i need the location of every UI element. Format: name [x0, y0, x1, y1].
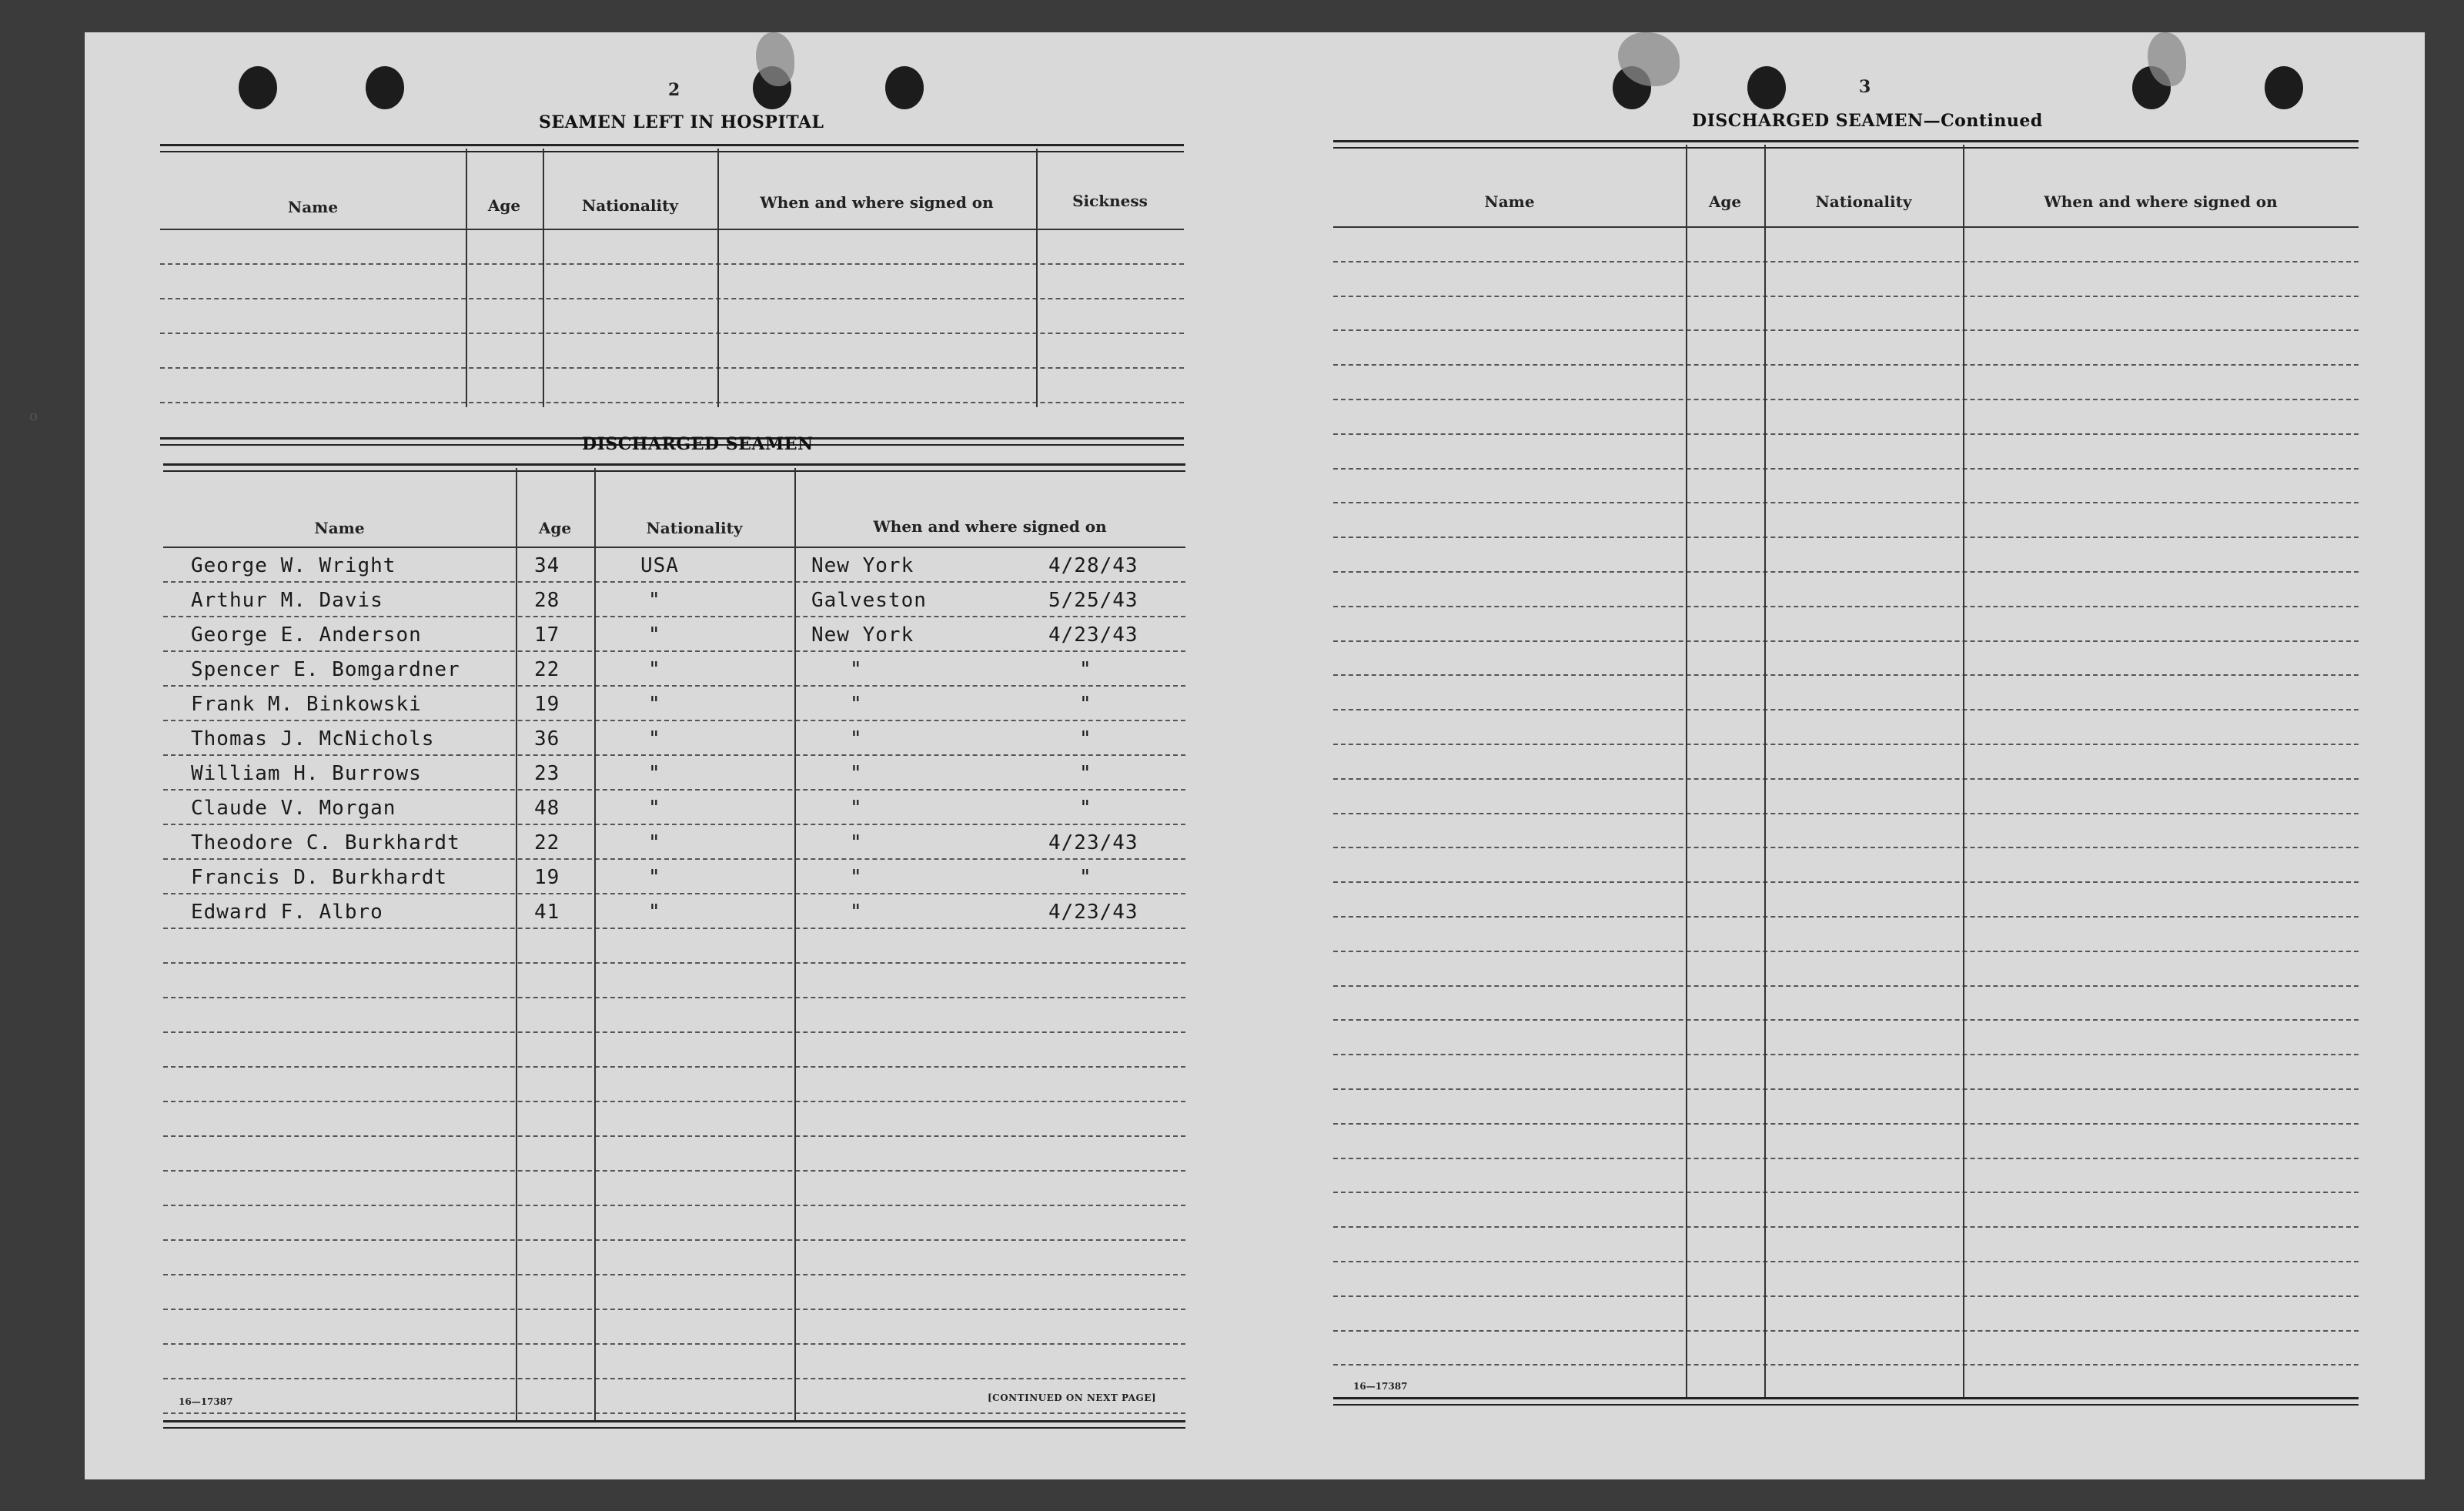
seaman-age: 19: [534, 693, 560, 716]
discharged-table: [163, 463, 1185, 1426]
seaman-name: Claude V. Morgan: [191, 797, 396, 820]
signed-on-date: ": [1079, 658, 1092, 681]
column-header-name: Name: [1484, 192, 1535, 211]
column-header-age: Age: [538, 519, 572, 537]
discharged-section-title: DISCHARGED SEAMEN: [582, 434, 814, 454]
column-header-age: Age: [1708, 192, 1742, 211]
hospital-table: [160, 144, 1184, 448]
column-header-nationality: Nationality: [1815, 192, 1912, 211]
discharged-continued-title: DISCHARGED SEAMEN—Continued: [1692, 111, 2043, 131]
signed-on-place: New York: [811, 623, 914, 647]
seaman-name: Arthur M. Davis: [191, 589, 383, 612]
signed-on-date: ": [1079, 693, 1092, 716]
signed-on-place: Galveston: [811, 589, 927, 612]
seaman-name: George W. Wright: [191, 554, 396, 577]
seaman-name: George E. Anderson: [191, 623, 422, 647]
form-number: 16—17387: [179, 1396, 233, 1407]
seaman-nationality: USA: [640, 554, 679, 577]
seaman-age: 22: [534, 658, 560, 681]
hospital-section-title: SEAMEN LEFT IN HOSPITAL: [539, 112, 824, 132]
table-row: [163, 693, 1185, 724]
seaman-age: 19: [534, 866, 560, 889]
column-header-age: Age: [487, 196, 521, 215]
stray-mark: o: [29, 408, 38, 424]
seaman-nationality: ": [648, 797, 661, 820]
signed-on-place: ": [850, 866, 863, 889]
signed-on-date: 5/25/43: [1048, 589, 1138, 612]
seaman-nationality: ": [648, 901, 661, 924]
document-page: [29, 32, 2425, 1479]
signed-on-place: ": [850, 797, 863, 820]
signed-on-date: 4/23/43: [1048, 831, 1138, 854]
seaman-age: 36: [534, 727, 560, 750]
table-row: [163, 658, 1185, 689]
seaman-name: Thomas J. McNichols: [191, 727, 435, 750]
seaman-nationality: ": [648, 623, 661, 647]
column-header-signed-on: When and where signed on: [873, 517, 1107, 536]
punch-hole: [2265, 66, 2303, 109]
signed-on-date: ": [1079, 797, 1092, 820]
table-row: [163, 831, 1185, 862]
table-row: [163, 901, 1185, 931]
punch-hole: [239, 66, 277, 109]
column-header-nationality: Nationality: [582, 196, 678, 215]
table-row: [163, 554, 1185, 585]
column-header-name: Name: [314, 519, 365, 537]
signed-on-place: ": [850, 658, 863, 681]
table-row: [163, 727, 1185, 758]
punch-hole: [366, 66, 404, 109]
seaman-age: 34: [534, 554, 560, 577]
table-row: [163, 623, 1185, 654]
table-row: [163, 589, 1185, 620]
seaman-nationality: ": [648, 589, 661, 612]
signed-on-place: ": [850, 762, 863, 785]
seaman-nationality: ": [648, 866, 661, 889]
continued-note: [CONTINUED ON NEXT PAGE]: [988, 1392, 1157, 1403]
page-number: 2: [668, 80, 680, 100]
seaman-age: 23: [534, 762, 560, 785]
discharged-continued-table: [1333, 140, 2359, 1402]
seaman-nationality: ": [648, 658, 661, 681]
seaman-age: 41: [534, 901, 560, 924]
form-number: 16—17387: [1353, 1381, 1408, 1392]
signed-on-date: 4/23/43: [1048, 901, 1138, 924]
signed-on-date: ": [1079, 762, 1092, 785]
punch-hole: [885, 66, 924, 109]
signed-on-place: ": [850, 693, 863, 716]
column-header-nationality: Nationality: [646, 519, 743, 537]
signed-on-place: New York: [811, 554, 914, 577]
signed-on-date: ": [1079, 866, 1092, 889]
table-row: [163, 797, 1185, 827]
signed-on-date: 4/28/43: [1048, 554, 1138, 577]
seaman-nationality: ": [648, 693, 661, 716]
seaman-age: 17: [534, 623, 560, 647]
seaman-name: Theodore C. Burkhardt: [191, 831, 460, 854]
column-header-signed-on: When and where signed on: [2044, 192, 2278, 211]
signed-on-date: 4/23/43: [1048, 623, 1138, 647]
signed-on-place: ": [850, 831, 863, 854]
table-row: [163, 866, 1185, 897]
table-row: [163, 762, 1185, 793]
seaman-nationality: ": [648, 727, 661, 750]
column-header-name: Name: [287, 198, 339, 216]
signed-on-place: ": [850, 901, 863, 924]
signed-on-place: ": [850, 727, 863, 750]
page-number: 3: [1859, 77, 1871, 97]
column-header-signed-on: When and where signed on: [760, 193, 994, 212]
seaman-age: 28: [534, 589, 560, 612]
seaman-name: Francis D. Burkhardt: [191, 866, 448, 889]
seaman-age: 22: [534, 831, 560, 854]
punch-hole: [1747, 66, 1786, 109]
seaman-name: William H. Burrows: [191, 762, 422, 785]
seaman-name: Frank M. Binkowski: [191, 693, 422, 716]
signed-on-date: ": [1079, 727, 1092, 750]
seaman-nationality: ": [648, 831, 661, 854]
seaman-age: 48: [534, 797, 560, 820]
seaman-nationality: ": [648, 762, 661, 785]
seaman-name: Spencer E. Bomgardner: [191, 658, 460, 681]
seaman-name: Edward F. Albro: [191, 901, 383, 924]
column-header-sickness: Sickness: [1072, 192, 1148, 210]
